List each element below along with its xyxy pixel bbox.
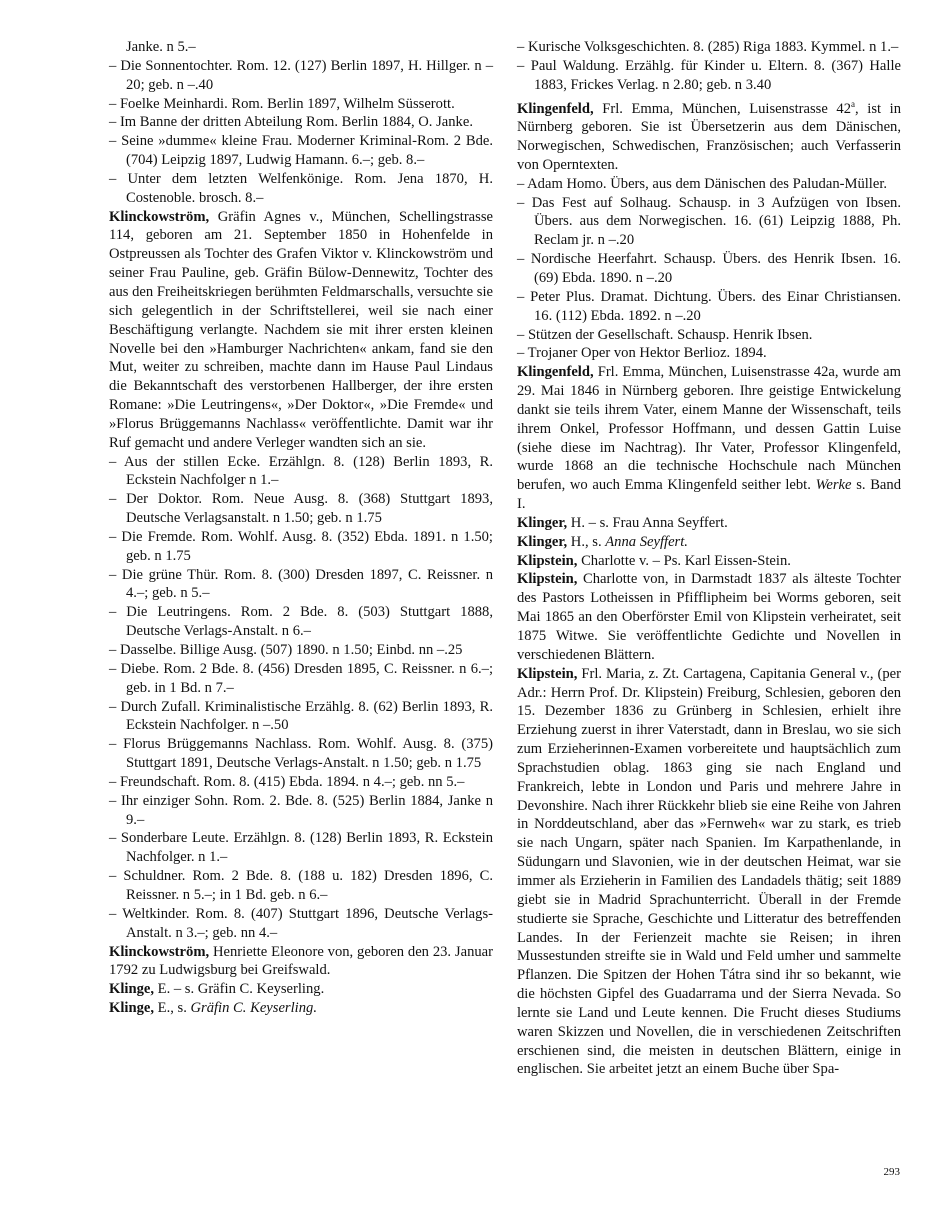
work-item: – Schuldner. Rom. 2 Bde. 8. (188 u. 182) Dresden 1896, C. Reissner. n 5.–; in 1 Bd. geb. n 6.– xyxy=(109,868,493,903)
work-item: – Der Doktor. Rom. Neue Ausg. 8. (368) Stuttgart 1893, Deutsche Verlagsanstalt. n 1.50; geb. n 1.75 xyxy=(109,491,493,527)
work-item: – Durch Zufall. Kriminalistische Erzählg. 8. (62) Berlin 1893, R. Eckstein Nachfolger. n –.50 xyxy=(109,698,493,734)
entry-head: Klipstein, xyxy=(517,665,578,682)
superscript: a xyxy=(851,98,856,109)
entry-klinge-2 xyxy=(109,999,493,1018)
right-column xyxy=(517,38,901,1079)
entry-body: , ist in Nürnberg geboren. Sie ist Übersetzerin aus dem Dänischen, Norwegischen, Schwedischen, Französischen; auch Verfasserin von Operntexten. xyxy=(517,100,901,173)
work-item: – Ihr einziger Sohn. Rom. 2. Bde. 8. (525) Berlin 1884, Janke n 9.– xyxy=(109,792,493,828)
work-item: – Stützen der Gesellschaft. Schausp. Henrik Ibsen. xyxy=(517,326,813,343)
work-item: – Die Leutringens. Rom. 2 Bde. 8. (503) Stuttgart 1888, Deutsche Verlags-Anstalt. n 6.– xyxy=(109,604,493,640)
work-item: – Das Fest auf Solhaug. Schausp. in 3 Aufzügen von Ibsen. Übers. aus dem Norwegischen. 16. (61) Leipzig 1888, Ph. Reclam jr. n –.20 xyxy=(517,194,901,249)
entry-italic: Werke xyxy=(815,477,852,494)
entry-klingenfeld-1 xyxy=(517,95,901,175)
entry-head: Klinckowström, xyxy=(109,208,210,225)
entry-body: H. – s. Frau Anna Seyffert. xyxy=(567,514,728,531)
entry-body: Charlotte v. – Ps. Karl Eissen-Stein. xyxy=(577,552,791,569)
entry-head: Klingenfeld, xyxy=(517,100,594,117)
entry-klipstein-3 xyxy=(517,665,901,1080)
work-item: – Aus der stillen Ecke. Erzählgn. 8. (128) Berlin 1893, R. Eckstein Nachfolger n 1.– xyxy=(109,453,493,489)
entry-body: s. Band I. xyxy=(517,477,902,513)
work-item: – Kurische Volksgeschichten. 8. (285) Riga 1883. Kymmel. n 1.– xyxy=(517,39,899,55)
work-item: – Freundschaft. Rom. 8. (415) Ebda. 1894. n 4.–; geb. nn 5.– xyxy=(109,773,465,790)
entry-klipstein-1 xyxy=(517,552,901,571)
entry-klinger-1 xyxy=(517,514,901,533)
work-list-2 xyxy=(109,453,493,943)
continuation-line: Janke. n 5.– xyxy=(126,39,196,55)
work-item: – Adam Homo. Übers, aus dem Dänischen des Paludan-Müller. xyxy=(517,175,888,192)
entry-body: Frl. Emma, München, Luisenstrasse 42 xyxy=(593,100,852,117)
entry-head: Klinge, xyxy=(109,981,154,998)
entry-klinger-2 xyxy=(517,533,901,552)
entry-head: Klinge, xyxy=(109,1000,154,1017)
work-item: – Unter dem letzten Welfenkönige. Rom. Jena 1870, H. Costenoble. brosch. 8.– xyxy=(109,170,493,206)
entry-body: H., s. xyxy=(567,533,606,550)
entry-head: Klinger, xyxy=(517,533,568,550)
work-list-3 xyxy=(517,38,901,95)
entry-klinge-1 xyxy=(109,980,493,999)
work-item: – Die Fremde. Rom. Wohlf. Ausg. 8. (352) Ebda. 1891. n 1.50; geb. n 1.75 xyxy=(109,528,493,564)
entry-body: E., s. xyxy=(154,1000,191,1017)
work-item: – Florus Brüggemanns Nachlass. Rom. Wohlf. Ausg. 8. (375) Stuttgart 1891, Deutsche Verlags-Anstalt. n 1.50; geb. n 1.75 xyxy=(109,736,493,772)
work-item: – Paul Waldung. Erzählg. für Kinder u. Eltern. 8. (367) Halle 1883, Frickes Verlag. n 2.80; geb. n 3.40 xyxy=(517,57,901,93)
entry-klinckowstroem-henriette xyxy=(109,943,493,981)
entry-italic: Anna Seyffert. xyxy=(605,533,688,550)
work-item: – Im Banne der dritten Abteilung Rom. Berlin 1884, O. Janke. xyxy=(109,114,473,131)
entry-klingenfeld-2 xyxy=(517,363,901,514)
work-item: – Die grüne Thür. Rom. 8. (300) Dresden 1897, C. Reissner. n 4.–; geb. n 5.– xyxy=(109,566,493,602)
work-item: – Nordische Heerfahrt. Schausp. Übers. des Henrik Ibsen. 16. (69) Ebda. 1890. n –.20 xyxy=(517,251,901,286)
work-item: – Diebe. Rom. 2 Bde. 8. (456) Dresden 1895, C. Reissner. n 6.–; geb. in 1 Bd. n 7.– xyxy=(109,660,493,696)
work-list-4 xyxy=(517,175,901,363)
work-item: – Trojaner Oper von Hektor Berlioz. 1894. xyxy=(517,345,767,362)
entry-head: Klinger, xyxy=(517,514,568,531)
work-item: – Die Sonnentochter. Rom. 12. (127) Berlin 1897, H. Hillger. n – 20; geb. n –.40 xyxy=(109,57,493,93)
work-item: – Foelke Meinhardi. Rom. Berlin 1897, Wilhelm Süsserott. xyxy=(109,95,455,112)
entry-body: Frl. Maria, z. Zt. Cartagena, Capitania General v., (per Adr.: Herrn Prof. Dr. Klipstein) Freiburg, Schlesien, geboren den 15. Dezember 1836 zu Grünberg in Schlesien, erhielt ihre Erziehung zuerst in ihrer Vaterstadt, dann in Breslau, wo sie sich zum Erzieherinnen-Examen vorbereitete und hauptsächlich zum Sprachstudien oblag. 1863 ging sie nach England und Frankreich, lebte in London und Paris und mehrere Jahre in Devonshire. Nach ihrer Rückkehr blieb sie eine Reihe von Jahren in Norddeutschland, aber das »Fernweh« war zu stark, es trieb sie nach Ungarn, später nach Spanien. Im Karpathenlande, in Südungarn und Slavonien, wie in der deutschen Heimat, war sie immer als Erzieherin in Familien des Landadels thätig; seit 1889 giebt sie in Madrid Sprachunterricht. Überall in der Fremde studierte sie Sprache, Geschichte und Litteratur des betreffenden Landes. In der Ferienzeit machte sie Reisen; in ihren Mussestunden streifte sie in Wald und Feld umher und sammelte Pflanzen. Die Spitzen der Hohen Tátra sind ihr so bekannt, wie die höchsten Gipfel des Guadarrama und der Sierra Nevada. So lernte sie Land und Leute kennen. Die Frucht dieses Studiums waren Skizzen und Novellen, die in verschiedenen Zeitschriften erschienen sind, die meisten in deutschen Blättern, einige in englischen. Sie arbeitet jetzt an einem Buche über Spa- xyxy=(517,665,901,1078)
entry-head: Klingenfeld, xyxy=(517,364,594,381)
entry-body: Gräfin Agnes v., München, Schellingstrasse 114, geboren am 21. September 1850 in Hohenfelde in Ostpreussen als Tochter des Grafen Viktor v. Klinckowström und seiner Frau Pauline, geb. Gräfin Bülow-Dennewitz, Tochter des aus den Freiheitskriegen berühmten Feldmarschalls, versuchte sie sich gelegentlich in der Schriftstellerei, weil sie nach einer Beschäftigung verlangte. Nachdem sie mit ihrer ersten kleinen Novelle bei den »Hamburger Nachrichten« ankam, fand sie den Mut, weiter zu schreiben, machte dann im Hause Paul Lindaus die Bekanntschaft des verstorbenen Hallberger, der ihre ersten Romane: »Die Leutringens«, »Der Doktor«, »Die Fremde« und »Florus Brüggemanns Nachlass« veröffentlichte. Damit war ihr Ruf gemacht und andere Verleger wandten sich an sie. xyxy=(109,208,493,451)
entry-klipstein-2 xyxy=(517,570,901,664)
entry-head: Klipstein, xyxy=(517,571,578,588)
entry-body: Frl. Emma, München, Luisenstrasse 42a, wurde am 29. Mai 1846 in Nürnberg geboren. Ihre geistige Entwickelung dankt sie teils ihrem Vater, einem Manne der Wissenschaft, teils ihrem Onkel, Professor Hoffmann, und dessen Gattin Luise (siehe diese im Nachtrag). Ihr Vater, Professor Klingenfeld, wurde 1868 an die technische Hochschule nach München berufen, wo auch Emma Klingenfeld seither lebt. xyxy=(517,364,901,494)
page-number: 293 xyxy=(883,1166,900,1178)
entry-italic: Gräfin C. Keyserling. xyxy=(190,1000,317,1017)
work-item: – Sonderbare Leute. Erzählgn. 8. (128) Berlin 1893, R. Eckstein Nachfolger. n 1.– xyxy=(109,830,493,866)
work-item: – Peter Plus. Dramat. Dichtung. Übers. des Einar Christiansen. 16. (112) Ebda. 1892. n –.20 xyxy=(517,288,901,324)
work-item: – Dasselbe. Billige Ausg. (507) 1890. n 1.50; Einbd. nn –.25 xyxy=(109,642,463,658)
entry-body: E. – s. Gräfin C. Keyserling. xyxy=(154,981,325,998)
work-item: – Seine »dumme« kleine Frau. Moderner Kriminal-Rom. 2 Bde. (704) Leipzig 1897, Ludwig Hamann. 6.–; geb. 8.– xyxy=(109,133,493,169)
work-item: – Weltkinder. Rom. 8. (407) Stuttgart 1896, Deutsche Verlags-Anstalt. n 3.–; geb. nn 4.– xyxy=(109,905,493,941)
entry-head: Klipstein, xyxy=(517,552,578,569)
entry-body: Charlotte von, in Darmstadt 1837 als älteste Tochter des Pastors Lotheissen in Pfifflipheim bei Worms geboren, seit Mai 1865 an den Oberförster Emil von Klipstein verheiratet, seit 1875 Witwe. Sie veröffentlichte Gedichte und Novellen in verschiedenen Blättern. xyxy=(517,571,901,663)
entry-klinckowstroem-agnes xyxy=(109,208,493,453)
entry-head: Klinckowström, xyxy=(109,943,210,960)
work-list-1 xyxy=(109,57,493,208)
entry-body: Henriette Eleonore von, geboren den 23. Januar 1792 zu Ludwigsburg bei Greifswald. xyxy=(109,943,493,979)
left-column xyxy=(109,38,493,1018)
